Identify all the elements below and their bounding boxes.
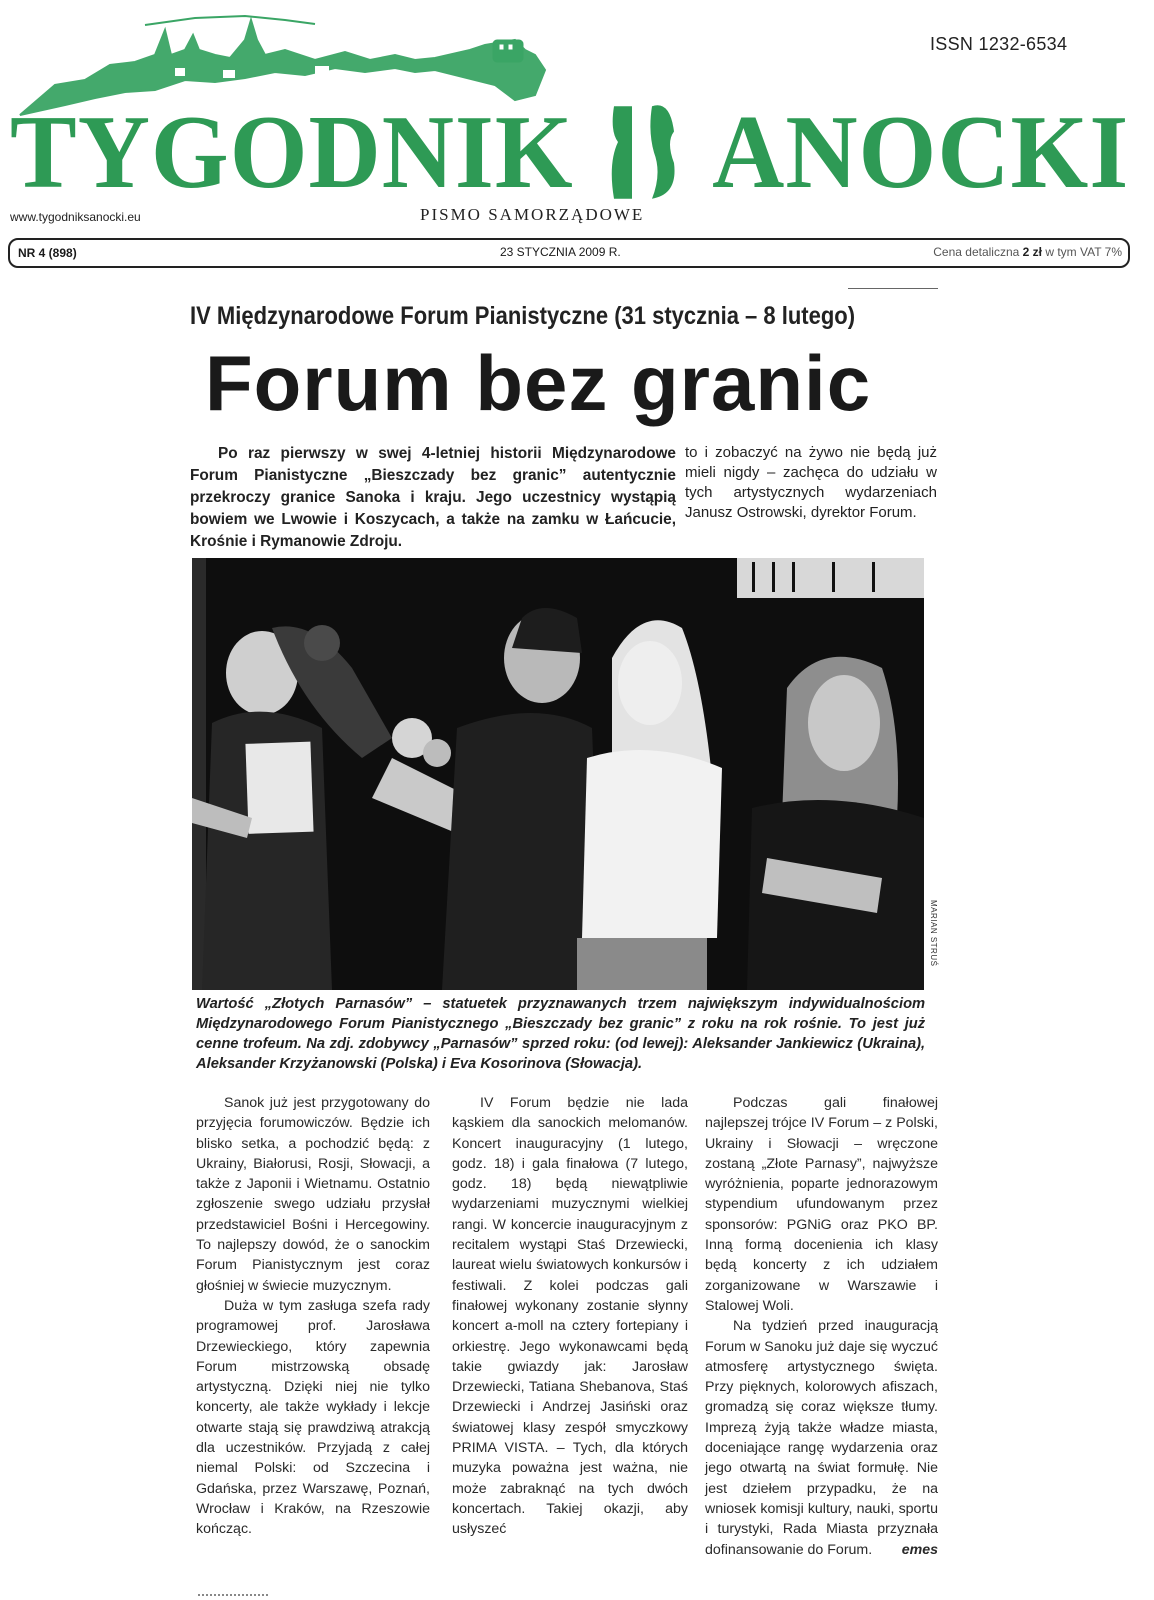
title-left: TYGODNIK	[10, 93, 574, 211]
price-value: 2 zł	[1022, 245, 1042, 259]
paragraph: IV Forum będzie nie lada kąskiem dla sanockich melomanów. Koncert inauguracyjny (1 lutego, godz. 18) i gala finałowa (7 lutego, godz. 18) będą niewątpliwie wydarzeniami muzycznymi wielkiej rangi. W koncercie inauguracyjnym z recitalem wystąpi Staś Drzewiecki, laureat wielu światowych konkursów i festiwali. Z kolei podczas gali finałowej wykonany zostanie słynny koncert a-moll na cztery fortepiany i orkiestrę. Jego wykonawcami będą takie gwiazdy jak: Jarosław Drzewiecki, Tatiana Shebanova, Staś Drzewiecki i Andrzej Jasiński oraz światowej klasy zespół smyczkowy PRIMA VISTA. – Tych, dla których muzyka poważna jest ważna, nie może zabraknąć na tych dwóch koncertach. Takiej okazji, aby usłyszeć	[452, 1095, 688, 1538]
photo-caption: Wartość „Złotych Parnasów” – statuetek przyznawanych trzem największym indywidualnościom Międzynarodowego Forum Pianistycznego „Bieszczady bez granic” z roku na rok rośnie. To jest już cenne trofeum. Na zdj. zdobywcy „Parnasów” sprzed roku: (od lewej): Aleksander Jankiewicz (Ukraina), Aleksander Krzyżanowski (Polska) i Eva Kosorinova (Słowacja).	[196, 995, 926, 1072]
price-prefix: Cena detaliczna	[933, 245, 1023, 259]
issn: ISSN 1232-6534	[930, 34, 1068, 54]
masthead	[0, 0, 1154, 280]
website-link[interactable]: www.tygodniksanocki.eu	[10, 210, 141, 224]
issue-date: 23 STYCZNIA 2009 R.	[500, 245, 621, 259]
article-kicker: IV Międzynarodowe Forum Pianistyczne (31 stycznia – 8 lutego)	[190, 302, 856, 330]
article-lead: Po raz pierwszy w swej 4-letniej historii Międzynarodowe Forum Pianistyczne „Bieszczady bez granic” autentycznie przekroczy granice Sanoka i kraju. Jego uczestnicy wystąpią bowiem we Lwowie i Koszycach, a także na zamku w Łańcucie, Krośnie i Rymanowie Zdroju.	[190, 445, 676, 550]
price	[933, 245, 1122, 259]
issue-number: NR 4 (898)	[18, 246, 77, 260]
article-column-1	[196, 1093, 430, 1540]
photo-credit: MARIAN STRUŚ	[929, 900, 938, 967]
end-divider	[198, 1594, 268, 1596]
article-column-2	[452, 1093, 688, 1540]
article-photo	[192, 558, 924, 990]
title-right: ANOCKI	[712, 93, 1130, 211]
s-logo-icon	[604, 100, 688, 205]
article-column-3	[705, 1093, 938, 1560]
subtitle: PISMO SAMORZĄDOWE	[420, 205, 645, 224]
divider	[848, 288, 938, 289]
paragraph	[705, 1316, 938, 1560]
article-lead-continuation: to i zobaczyć na żywo nie będą już mieli nigdy – zachęca do udziału w tych artystycznych wydarzeniach Janusz Ostrowski, dyrektor Forum.	[685, 444, 937, 521]
author-signature: emes	[901, 1541, 938, 1558]
issue-info-bar	[8, 238, 1130, 268]
paragraph: Podczas gali finałowej najlepszej trójce IV Forum – z Polski, Ukrainy i Słowacji – wręczone zostaną „Złote Parnasy”, najwyższe wyróżnienia, poparte jednorazowym stypendium ufundowanym przez sponsorów: PGNiG oraz PKO BP. Inną formą docenienia ich klasy będą koncerty z ich udziałem zorganizowane w Warszawie i Stalowej Woli.	[705, 1095, 938, 1314]
paragraph: Duża w tym zasługa szefa rady programowej prof. Jarosława Drzewieckiego, który zapewnia Forum mistrzowską obsadę artystyczną. Dzięki niej nie tylko koncerty, ale także wykłady i lekcje otwarte stają się prawdziwą atrakcją dla uczestników. Przyjadą z całej niemal Polski: od Szczecina i Gdańska, przez Warszawę, Poznań, Wrocław i Kraków, na Rzeszowie kończąc.	[196, 1297, 430, 1538]
paragraph: Sanok już jest przygotowany do przyjęcia forumowiczów. Będzie ich blisko setka, a pochodzić będą: z Ukrainy, Białorusi, Rosji, Słowacji, a także z Japonii i Wietnamu. Ostatnio zgłoszenie swego udziału przysłał przedstawiciel Bośni i Hercegowiny. To najlepszy dowód, że o sanockim Forum Pianistycznym jest coraz głośniej w świecie muzycznym.	[196, 1095, 430, 1294]
newspaper-title	[10, 93, 1130, 211]
photo-illustration	[192, 558, 924, 990]
price-suffix: w tym VAT 7%	[1041, 245, 1122, 259]
article-headline: Forum bez granic	[205, 339, 872, 427]
paragraph-text: Na tydzień przed inauguracją Forum w Sanoku już daje się wyczuć atmosferę artystycznego święta. Przy pięknych, kolorowych afiszach, gromadzą się coraz większe tłumy. Imprezą żyją także władze miasta, doceniające rangę wydarzenia oraz jego otwartą na świat formułę. Nie jest dziełem przypadku, że na wniosek komisji kultury, nauki, sportu i turystyki, Rada Miasta przyznała dofinansowanie do Forum.	[705, 1318, 938, 1558]
